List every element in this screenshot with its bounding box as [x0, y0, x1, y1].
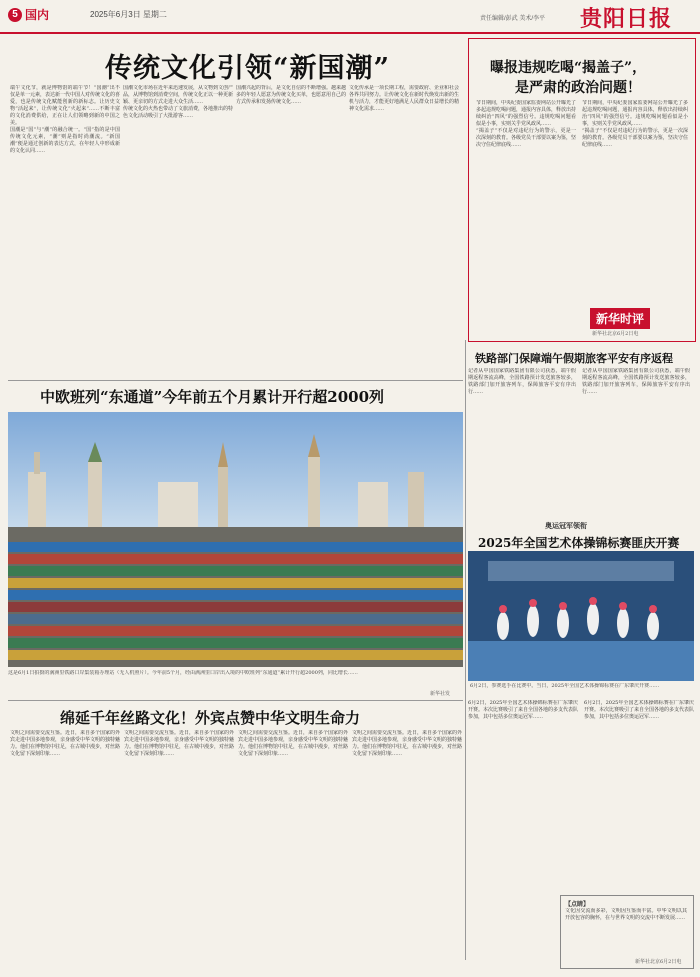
lead-column-2: 国潮文化市场在近年来迅速发展，从文物到文创产品，从博物馆到消费空间，传统文化正以一种更新颖、更亲切的方式走进大众生活…… 传统文化的火热也带动了文旅消费，各地推出的特色文化活动吸引了大批游客…… [123, 85, 233, 119]
issue-date: 2025年6月3日 星期二 [90, 10, 167, 19]
editor-credits: 责任编辑/彭武 美术/李平 [480, 16, 546, 22]
silk-column-2: 文明之间需要交流互鉴。近日，来自多个国家的外宾走进中国多地参观，亲身感受中华文明的独特魅力。他们在博物馆中驻足，在古城中漫步，对丝路文化留下深刻印象…… [124, 730, 234, 757]
silk-column-4: 文明之间需要交流互鉴。近日，来自多个国家的外宾走进中国多地参观，亲身感受中华文明的独特魅力。他们在博物馆中驻足，在古城中漫步，对丝路文化留下深刻印象…… [352, 730, 462, 757]
gym-headline: 2025年全国艺术体操锦标赛匪庆开赛 [478, 536, 680, 550]
lead-column-1: 端午文化节，就是博物馆的端午节！“国潮”出不仅是单一元素，表达新一代中国人对传统文化的喜爱，也是传统文化赋能创新的新标志。让历史文物“活起来”，让传统文化“火起来”……不断丰富的文化消费供给，正在让人们领略到新的中国之美。 国潮是“国”与“潮”的融合统一。“国”指的是中国传统文化元素，“潮”则是指时尚潮流。“新国潮”便是通过创新的表达方式，在年轻人中形成新的文化认同…… [10, 85, 120, 154]
railway-body-right: 记者从中国国家铁路集团有限公司获悉，端午假期返程客流高峰，全国铁路预计发送旅客较多，铁路部门加开旅客列车，保障旅客平安有序出行…… [582, 368, 690, 395]
footnote-byline: 新华社北京6月2日电 [635, 959, 682, 965]
railway-body-left: 记者从中国国家铁路集团有限公司获悉，端午假期返程客流高峰，全国铁路预计发送旅客较多，铁路部门加开旅客列车，保障旅客平安有序出行…… [468, 368, 576, 395]
gym-body-left: 6月2日，2025年全国艺术体操锦标赛在广东肇庆开赛。本次比赛吸引了来自全国各地的多支代表队参加，其中包括多位奥运冠军…… [468, 700, 578, 720]
gymnastics-photo [468, 551, 694, 681]
section-number-badge: 5 [8, 8, 22, 22]
footnote-title: 【点睛】 [565, 901, 590, 908]
section-divider [8, 380, 463, 381]
masthead-logo: 贵阳日报 [580, 6, 673, 32]
gym-photo-caption: 6月2日，参赛选手在比赛中。当日，2025年全国艺术体操锦标赛在广东肇庆开赛…… [470, 683, 660, 689]
lead-column-3: 国潮兴起的背后，是文化自信的不断增强。越来越多的年轻人愿意为传统文化买单，也愿意用自己的方式传承和发扬传统文化…… [236, 85, 346, 105]
section-name: 国内 [25, 8, 50, 22]
commentary-badge: 新华时评 [590, 308, 650, 329]
silk-column-3: 文明之间需要交流互鉴。近日，来自多个国家的外宾走进中国多地参观，亲身感受中华文明的独特魅力。他们在博物馆中驻足，在古城中漫步，对丝路文化留下深刻印象…… [238, 730, 348, 757]
header-rule [0, 32, 700, 34]
commentary-headline-line2: 是严肃的政治问题！ [515, 80, 641, 96]
commentary-byline: 新华社北京6月2日电 [592, 331, 639, 337]
gym-kicker: 奥运冠军领衔 [545, 521, 587, 530]
train-headline: 中欧班列“东通道”今年前五个月累计开行超2000列 [40, 388, 385, 406]
silk-column-1: 文明之间需要交流互鉴。近日，来自多个国家的外宾走进中国多地参观，亲身感受中华文明的独特魅力。他们在博物馆中驻足，在古城中漫步，对丝路文化留下深刻印象…… [10, 730, 120, 757]
train-photo-credit: 新华社发 [430, 691, 451, 697]
silk-headline: 绵延千年丝路文化！外宾点赞中华文明生命力 [60, 709, 361, 727]
commentary-body-left: 节日期间，中央纪委国家监委网站公开曝光了多起违规吃喝问题，通报内容具体，释放出持续纠治“四风”的强烈信号。违规吃喝问题看似是小事，实则关乎党风政风…… “揭盖子”不仅是对违纪行为的警示，更是一次深刻的教育。各级党员干部要以案为鉴，坚决守住纪律底线…… [476, 100, 576, 148]
train-yard-photo [8, 412, 463, 667]
gym-body-right: 6月2日，2025年全国艺术体操锦标赛在广东肇庆开赛。本次比赛吸引了来自全国各地的多支代表队参加，其中包括多位奥运冠军…… [584, 700, 694, 720]
commentary-body-right: 节日期间，中央纪委国家监委网站公开曝光了多起违规吃喝问题，通报内容具体，释放出持续纠治“四风”的强烈信号。违规吃喝问题看似是小事，实则关乎党风政风…… “揭盖子”不仅是对违纪行为的警示，更是一次深刻的教育。各级党员干部要以案为鉴，坚决守住纪律底线…… [582, 100, 688, 148]
lead-column-4: 文化传承是一项长期工程，需要政府、企业和社会各界共同努力。让传统文化在新时代焕发出新的生机与活力，才能更好地满足人民群众日益增长的精神文化需求…… [349, 85, 459, 112]
section-divider-2 [8, 700, 463, 701]
train-photo-caption: 这是6月1日拍摄的满洲里铁路口岸集装箱办理站（无人机照片）。今年前5个月，经由满洲里口岸出入境的中欧班列“东通道”累计开行超2000列，同比增长…… [8, 670, 358, 676]
lead-headline: 传统文化引领“新国潮” [105, 53, 391, 84]
commentary-headline-line1: 曝报违规吃喝“揭盖子”， [490, 60, 647, 76]
footnote-body: 文化因交流而多彩，文明因互鉴而丰富。中华文明以其开放包容的胸怀，在与世界文明的交流中不断发展…… [565, 908, 687, 921]
column-divider [465, 340, 466, 960]
railway-headline: 铁路部门保障端午假期旅客平安有序返程 [475, 352, 673, 365]
